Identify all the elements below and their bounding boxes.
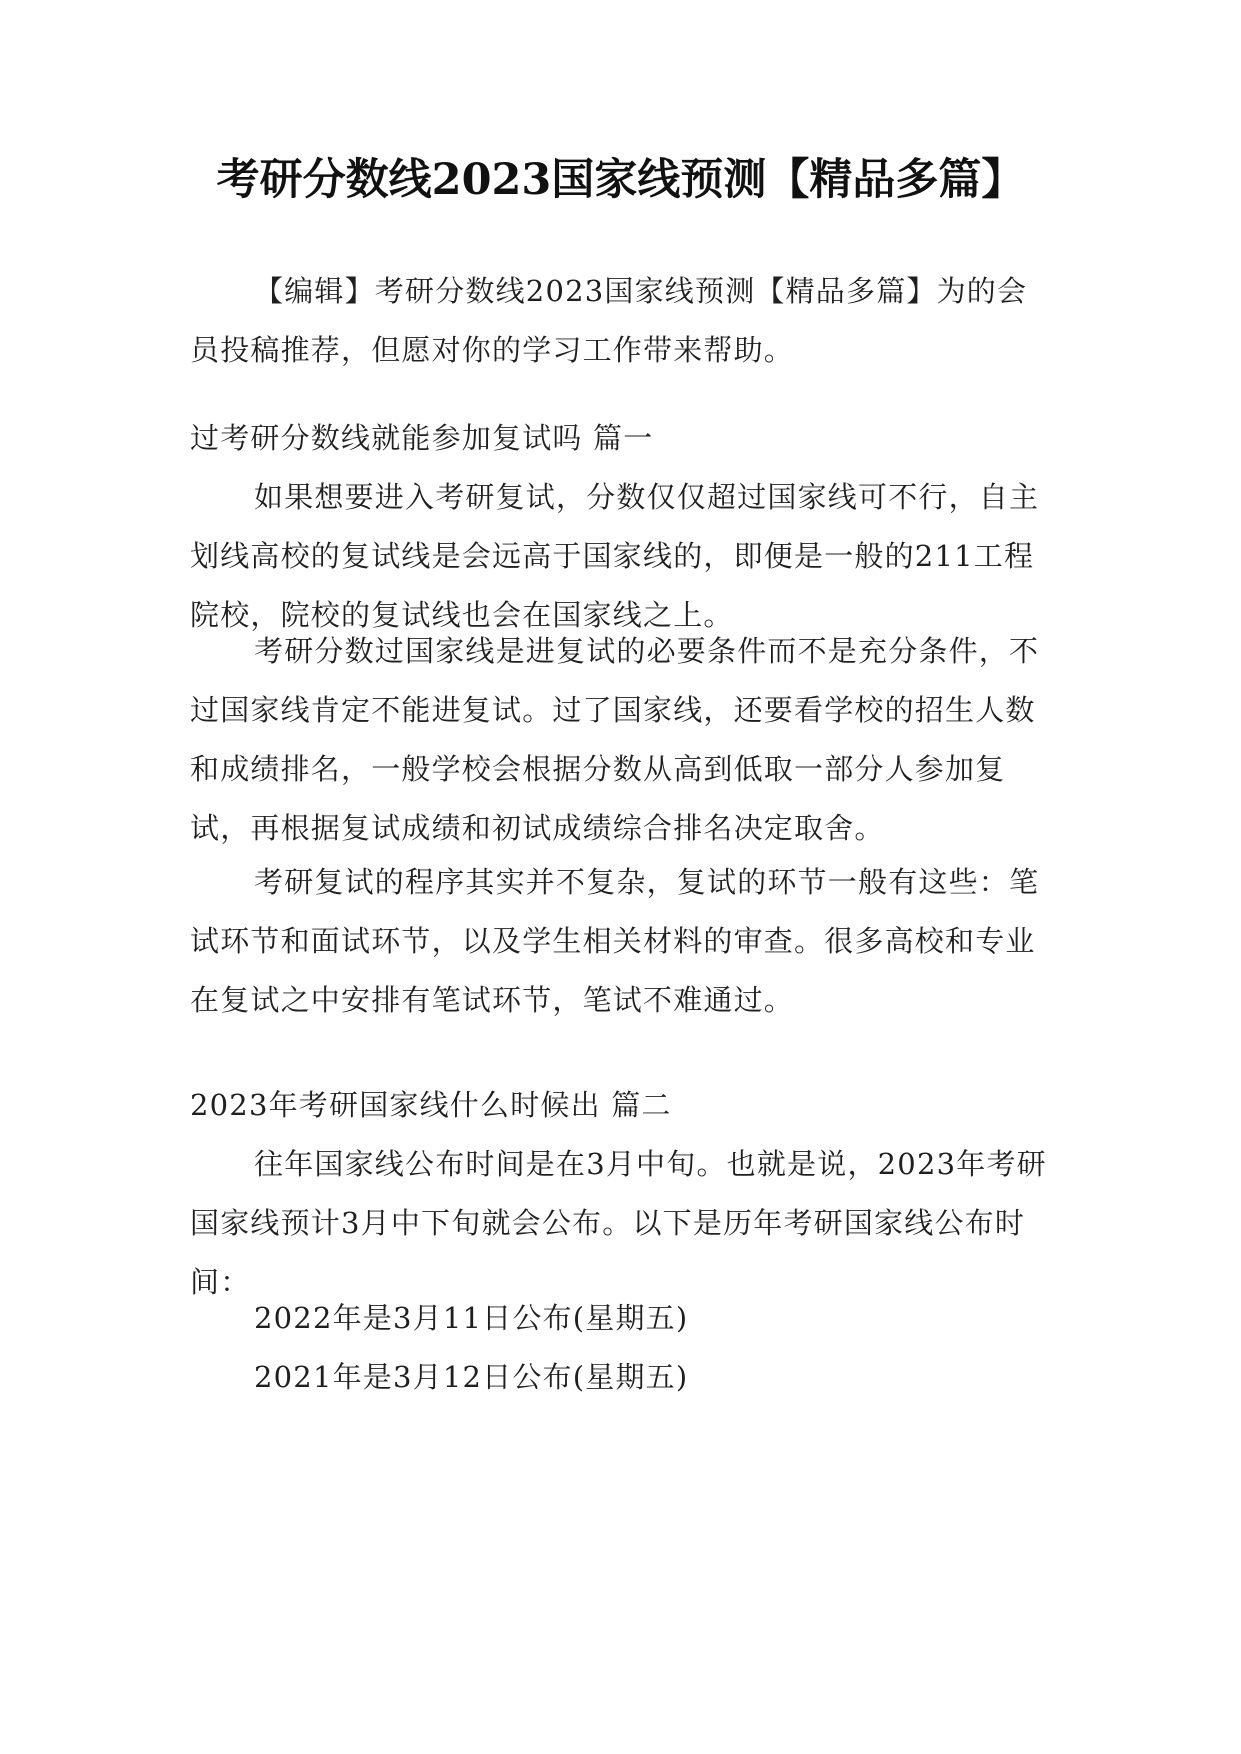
document-title: 考研分数线2023国家线预测【精品多篇】 bbox=[216, 155, 1025, 205]
section2-paragraph: 往年国家线公布时间是在3月中旬。也就是说，2023年考研国家线预计3月中下旬就会公布。以下是历年考研国家线公布时间： bbox=[190, 1147, 1047, 1299]
list-item: 2021年是3月12日公布(星期五) bbox=[254, 1360, 689, 1394]
section1-heading: 过考研分数线就能参加复试吗 篇一 bbox=[190, 421, 654, 455]
intro-paragraph: 【编辑】考研分数线2023国家线预测【精品多篇】为的会员投稿推荐，但愿对你的学习工作带来帮助。 bbox=[190, 274, 1028, 367]
section1-paragraph-3: 考研复试的程序其实并不复杂，复试的环节一般有这些：笔试环节和面试环节，以及学生相关材料的审查。很多高校和专业在复试之中安排有笔试环节，笔试不难通过。 bbox=[190, 865, 1040, 1017]
section1-paragraph-1: 如果想要进入考研复试，分数仅仅超过国家线可不行，自主划线高校的复试线是会远高于国家线的，即便是一般的211工程院校，院校的复试线也会在国家线之上。 bbox=[190, 480, 1040, 632]
section1-paragraph-2: 考研分数过国家线是进复试的必要条件而不是充分条件，不过国家线肯定不能进复试。过了国家线，还要看学校的招生人数和成绩排名，一般学校会根据分数从高到低取一部分人参加复试，再根据复试成绩和初试成绩综合排名决定取舍。 bbox=[190, 634, 1040, 845]
list-item: 2022年是3月11日公布(星期五) bbox=[254, 1301, 689, 1335]
section2-heading: 2023年考研国家线什么时候出 篇二 bbox=[190, 1088, 672, 1122]
